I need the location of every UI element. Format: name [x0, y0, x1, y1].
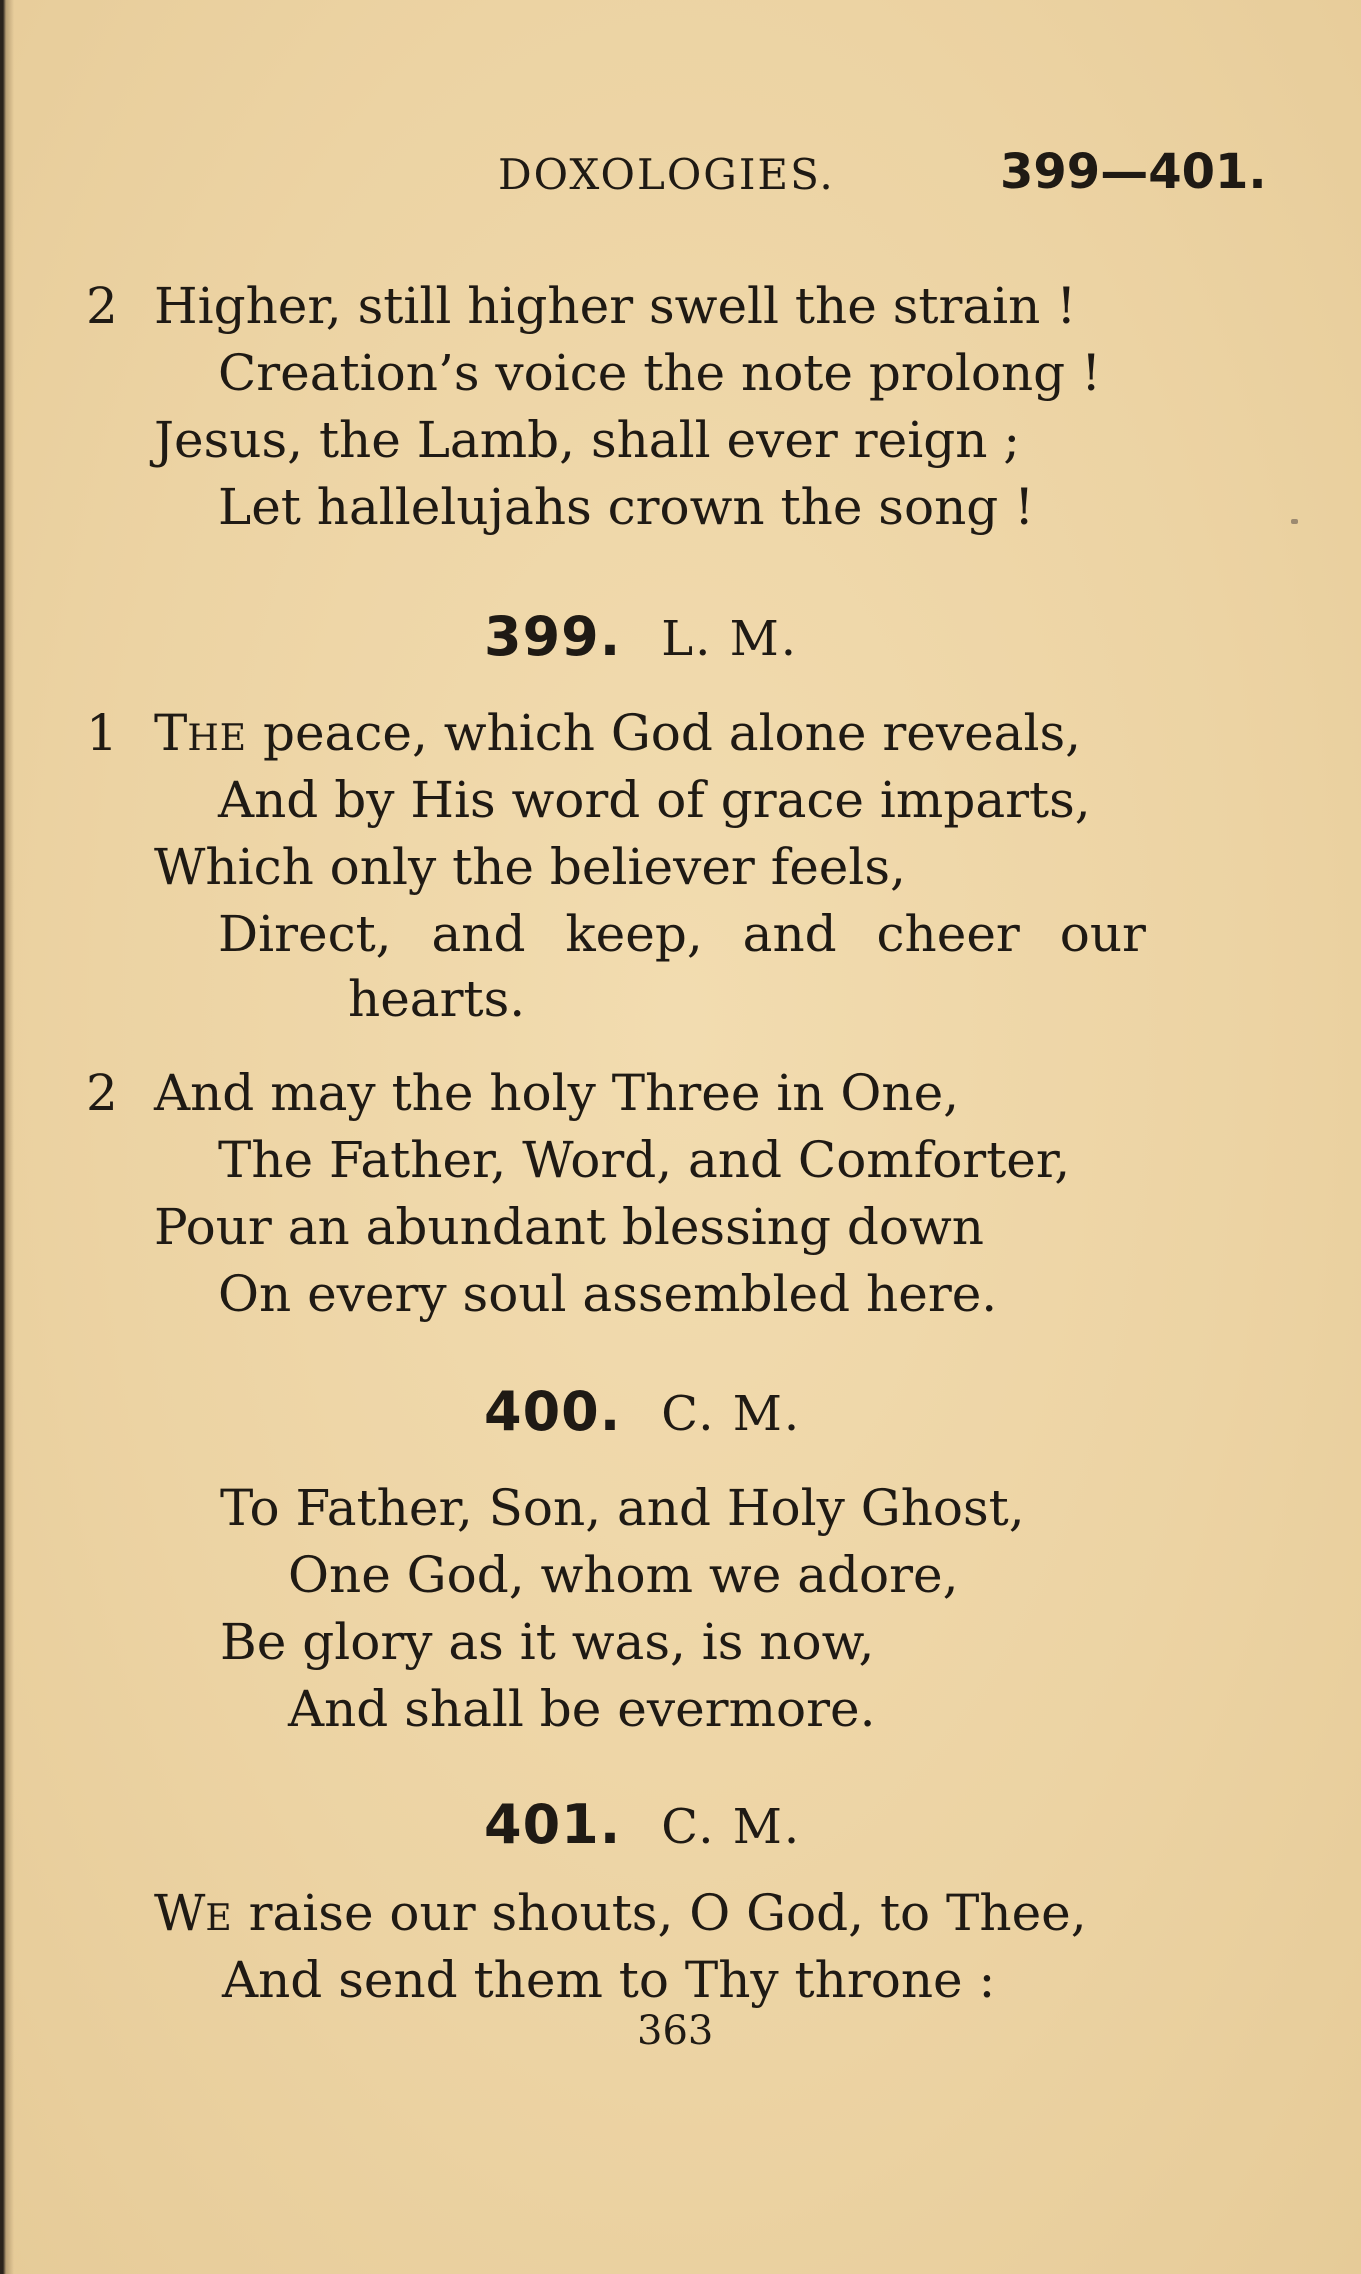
verse-number: 1	[86, 704, 118, 762]
hymn-line: And shall be evermore.	[288, 1680, 876, 1738]
paper-speck	[1291, 519, 1298, 524]
hymn-line: Pour an abundant blessing down	[154, 1198, 984, 1256]
binding-edge	[0, 0, 14, 2274]
hymn-heading-399	[484, 605, 799, 668]
hymn-number: 400.	[484, 1380, 622, 1443]
running-header-hymn-range: 399—401.	[1000, 144, 1267, 200]
running-header-title: DOXOLOGIES.	[498, 150, 835, 199]
first-word-smallcaps: HE	[187, 718, 248, 759]
hymn-line: To Father, Son, and Holy Ghost,	[220, 1479, 1025, 1537]
hymn-line: Which only the believer feels,	[154, 838, 906, 896]
hymn-line: And by His word of grace imparts,	[218, 771, 1091, 829]
first-capital: T	[154, 704, 188, 762]
hymn-line: One God, whom we adore,	[288, 1546, 959, 1604]
hymn-line: Higher, still higher swell the strain !	[154, 277, 1077, 335]
hymn-line-first	[154, 704, 1082, 762]
hymn-line: And may the holy Three in One,	[154, 1064, 960, 1122]
hymn-meter: L. M.	[661, 611, 799, 667]
first-capital: W	[154, 1884, 206, 1942]
page-number: 363	[637, 2008, 714, 2054]
hymn-line: And send them to Thy throne :	[222, 1951, 996, 2009]
first-line-rest: peace, which God alone reveals,	[247, 704, 1082, 762]
first-line-rest: raise our shouts, O God, to Thee,	[232, 1884, 1087, 1942]
verse-number: 2	[86, 277, 118, 335]
hymn-meter: C. M.	[661, 1386, 802, 1442]
hymn-line: Let hallelujahs crown the song !	[218, 478, 1035, 536]
hymn-heading-401	[484, 1793, 802, 1856]
hymn-line: The Father, Word, and Comforter,	[218, 1131, 1071, 1189]
hymn-line: hearts.	[348, 970, 526, 1028]
hymn-line: Be glory as it was, is now,	[220, 1613, 875, 1671]
hymn-line-first	[154, 1884, 1087, 1942]
verse-number: 2	[86, 1064, 118, 1122]
hymn-meter: C. M.	[661, 1799, 802, 1855]
hymn-line: Jesus, the Lamb, shall ever reign ;	[154, 411, 1021, 469]
hymn-line: Direct, and keep, and cheer our	[218, 905, 1146, 963]
hymn-heading-400	[484, 1380, 802, 1443]
first-word-smallcaps: E	[205, 1898, 233, 1939]
hymn-line: Creation’s voice the note prolong !	[218, 344, 1102, 402]
hymn-line: On every soul assembled here.	[218, 1265, 998, 1323]
hymn-number: 399.	[484, 605, 622, 668]
hymn-number: 401.	[484, 1793, 622, 1856]
